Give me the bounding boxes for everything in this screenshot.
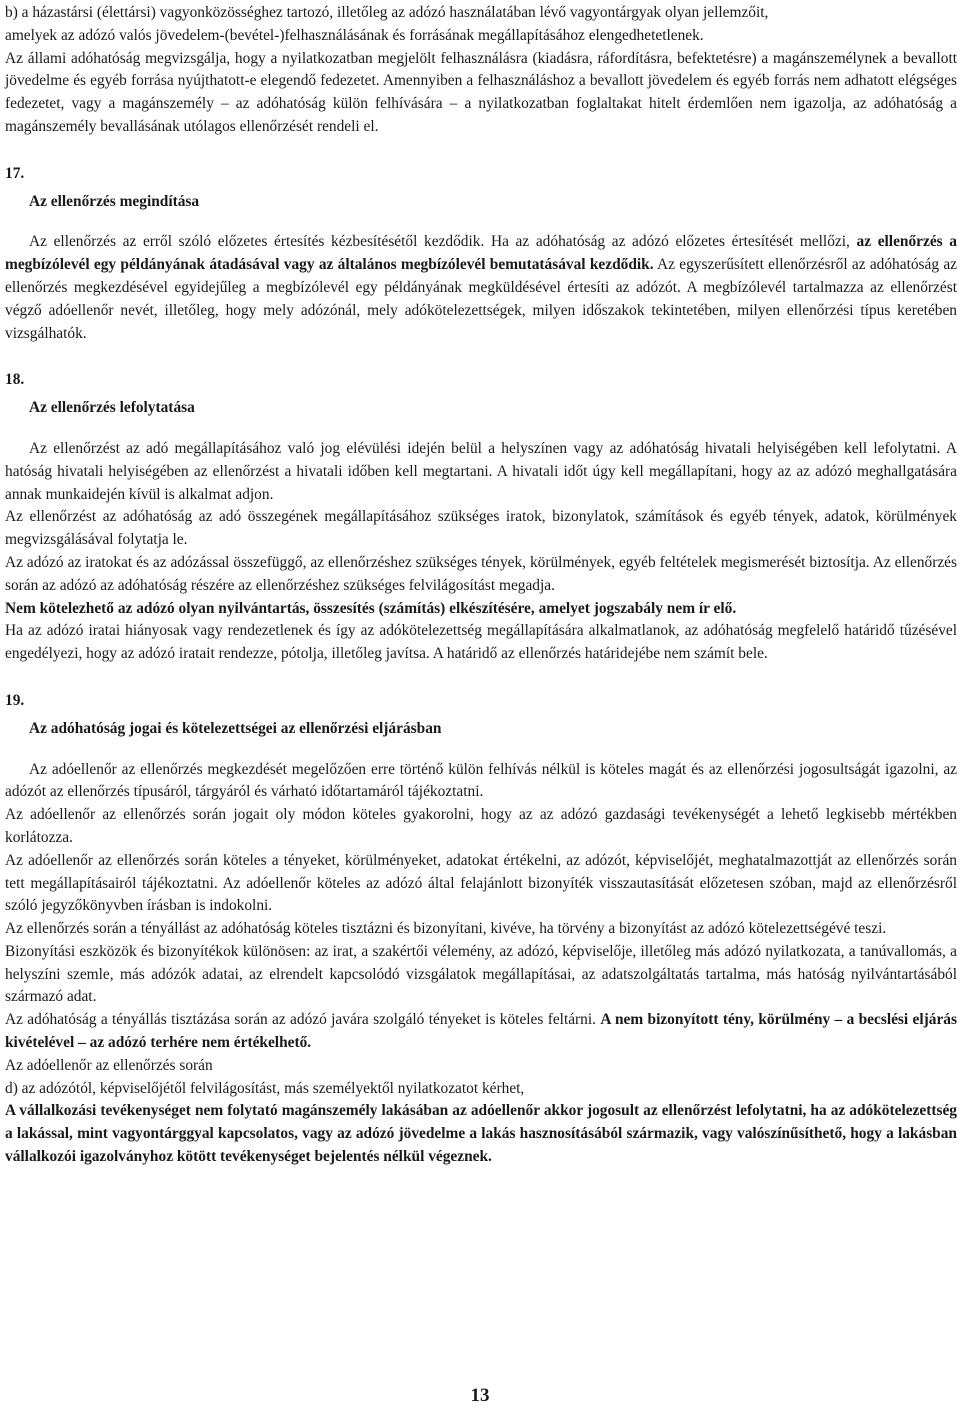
section-17-bold-text: az ellenőrzés a megbízólevél egy példányának átadásával vagy az általános megbízólevél bemutatásával kezdődik. [5, 233, 957, 274]
page-number: 13 [470, 1385, 490, 1406]
section-17-paragraph [5, 231, 957, 345]
intro-paragraph-cont: amelyek az adózó valós jövedelem-(bevétel-)felhasználásának és forrásának megállapításához elengedhetetlenek. [5, 26, 704, 44]
intro-paragraph-b: b) a házastársi (élettársi) vagyonközösséghez tartozó, illetőleg az adózó használatában lévő vagyontárgyak olyan jellemzőit, [5, 4, 769, 21]
section-19-paragraph-8: d) az adózótól, képviselőjétől felvilágosítást, más személyektől nyilatkozatot kérhet, [5, 1079, 525, 1097]
section-19-paragraph-4: Az ellenőrzés során a tényállást az adóhatóság köteles tisztázni és bizonyítani, kivéve, ha törvény a bizonyítást az adózó kötelezettségévé teszi. [5, 920, 887, 938]
section-17-text-end: Az egyszerűsített ellenőrzésről az adóhatóság az ellenőrzés megkezdésével egyidejűleg a megbízólevél egy példányának megküldésével értesíti az adózót. A megbízólevél tartalmazza az ellenőrzést végző adóellenőr nevét, illetőleg, hogy mely adózónál, mely adókötelezettségek, milyen időszakok tekintetében, milyen ellenőrzési típus keretében vizsgálhatók. [5, 256, 958, 342]
section-18-paragraph-5: Ha az adózó iratai hiányosak vagy rendezetlenek és így az adókötelezettség megállapítására alkalmatlanok, az adóhatóság megfelelő határidő tűzésével engedélyezi, hogy az adózó iratait rendezze, pótolja, illetőleg javítsa. A határidő az ellenőrzés határidejébe nem számít bele. [5, 622, 957, 663]
section-19-paragraph-5: Bizonyítási eszközök és bizonyítékok különösen: az irat, a szakértői vélemény, az adózó, képviselője, illetőleg más adózó nyilatkozata, a tanúvallomás, a helyszíni szemle, más adózók adatai, az elrendelt kapcsolódó vizsgálatok megállapításai, az adatszolgáltatás tartalma, más hatóság nyilvántartásából származó adat. [5, 942, 957, 1006]
section-19-bold-text-6: A nem bizonyított tény, körülmény – a becslési eljárás kivételével – az adózó terhére nem értékelhető. [5, 1011, 957, 1052]
section-19-bold-paragraph-9: A vállalkozási tevékenységet nem folytató magánszemély lakásában az adóellenőr akkor jogosult az ellenőrzést lefolytatni, ha az adókötelezettség a lakással, mint vagyontárggyal kapcsolatos, vagy az adózó jövedelme a lakás hasznosításából származik, vagy valószínűsíthető, hogy a lakásban vállalkozói igazolványhoz kötött tevékenységet bejelentés nélkül végeznek. [5, 1102, 957, 1166]
section-18-bold-paragraph: Nem kötelezhető az adózó olyan nyilvántartás, összesítés (számítás) elkészítésére, amelyet jogszabály nem ír elő. [5, 599, 737, 617]
section-19-paragraph-7: Az adóellenőr az ellenőrzés során [5, 1056, 213, 1074]
section-title-19: Az adóhatóság jogai és kötelezettségei az ellenőrzési eljárásban [29, 719, 442, 737]
section-title-17: Az ellenőrzés megindítása [29, 192, 200, 210]
section-19-paragraph-2: Az adóellenőr az ellenőrzés során jogait oly módon köteles gyakorolni, hogy az az adózó gazdasági tevékenységét a lehető legkisebb mértékben korlátozza. [5, 806, 957, 846]
section-number-18: 18. [5, 371, 25, 389]
section-19-text-6: Az adóhatóság a tényállás tisztázása során az adózó javára szolgáló tényeket is köteles feltárni. [5, 1011, 597, 1029]
section-title-18: Az ellenőrzés lefolytatása [29, 399, 195, 417]
section-18-paragraph-2: Az ellenőrzést az adóhatóság az adó összegének megállapításához szükséges iratok, bizonylatok, számítások és egyéb tények, adatok, körülmények megvizsgálásával folytatja le. [5, 508, 957, 549]
section-19-paragraph-1: Az adóellenőr az ellenőrzés megkezdését megelőzően erre történő külön felhívás nélkül is köteles magát és az ellenőrzési jogosultságát igazolni, az adózót az ellenőrzés típusáról, tárgyáról és várható időtartamáról tájékoztatni. [5, 760, 957, 801]
section-19-paragraph-6 [5, 1009, 957, 1055]
section-18-paragraph-3: Az adózó az iratokat és az adózással összefüggő, az ellenőrzéshez szükséges tények, körülmények, egyéb feltételek megismerését biztosítja. Az ellenőrzés során az adózó az adóhatóság részére az ellenőrzéshez szükséges felvilágosítást megadja. [5, 553, 957, 594]
section-number-19: 19. [5, 691, 25, 709]
document-page [5, 2, 957, 1169]
section-17-text-start: Az ellenőrzés az erről szóló előzetes értesítés kézbesítésétől kezdődik. Ha az adóhatóság az adózó előzetes értesítését mellőzi, [29, 233, 850, 251]
section-number-17: 17. [5, 164, 25, 182]
intro-paragraph-review: Az állami adóhatóság megvizsgálja, hogy a nyilatkozatban megjelölt felhasználásra (kiadásra, ráfordításra, befektetésre) a magánszemélynek a bevallott jövedelme és egyéb forrása nyújthatott-e elegendő fedezetet. Amennyiben a felhasználáshoz a bevallott jövedelem és egyéb forrás nem adhatott elégséges fedezetet, vagy a magánszemély – az adóhatóság külön felhívására – a nyilatkozatban foglaltakat hitelt érdemlően nem igazolja, az adóhatóság a magánszemély bevallásának utólagos ellenőrzését rendeli el. [5, 49, 957, 135]
section-18-paragraph-1: Az ellenőrzést az adó megállapításához való jog elévülési idején belül a helyszínen vagy az adóhatóság hivatali helyiségében kell lefolytatni. A hatóság hivatali helyiségében az ellenőrzést a hivatali időben kell megtartani. A hivatali időt úgy kell megállapítani, hogy az az adózó meghallgatására annak munkaidején kívül is alkalmat adjon. [5, 439, 957, 503]
section-19-paragraph-3: Az adóellenőr az ellenőrzés során köteles a tényeket, körülményeket, adatokat értékelni, az adózót, képviselőjét, meghatalmazottját az ellenőrzés során tett megállapításairól tájékoztatni. Az adóellenőr köteles az adózó által felajánlott bizonyíték visszautasítását előzetesen szóban, majd az ellenőrzésről szóló jegyzőkönyvben írásban is indokolni. [5, 851, 957, 915]
